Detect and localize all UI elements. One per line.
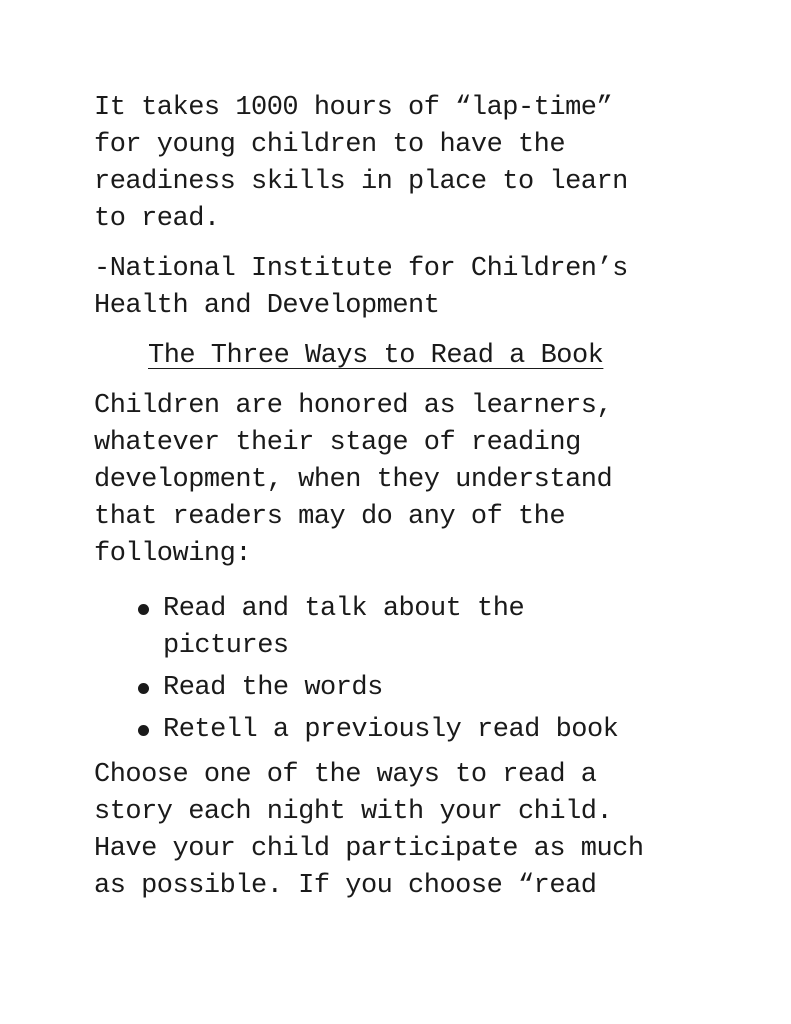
section-heading (94, 338, 714, 375)
document-page (94, 90, 714, 918)
closing-paragraph: Choose one of the ways to read a story each night with your child. Have your child participate as much as possible. If you choose “read (94, 760, 644, 901)
list-item-text: Retell a previously read book (163, 715, 619, 745)
list-item (138, 670, 714, 707)
bullet-icon (138, 683, 149, 694)
bullet-icon (138, 725, 149, 736)
attribution: -National Institute for Children’s Health and Development (94, 254, 628, 321)
list-item (138, 712, 714, 749)
intro-paragraph: Children are honored as learners, whatever their stage of reading development, when they understand that readers may do any of the following: (94, 391, 613, 569)
quote-paragraph: It takes 1000 hours of “lap-time” for young children to have the readiness skills in place to learn to read. (94, 93, 628, 234)
bullet-icon (138, 604, 149, 615)
section-heading-text: The Three Ways to Read a Book (148, 341, 604, 371)
ways-list (94, 591, 714, 749)
list-item (138, 591, 714, 665)
list-item-text: Read the words (163, 673, 383, 703)
list-item-text: Read and talk about the pictures (163, 594, 525, 661)
